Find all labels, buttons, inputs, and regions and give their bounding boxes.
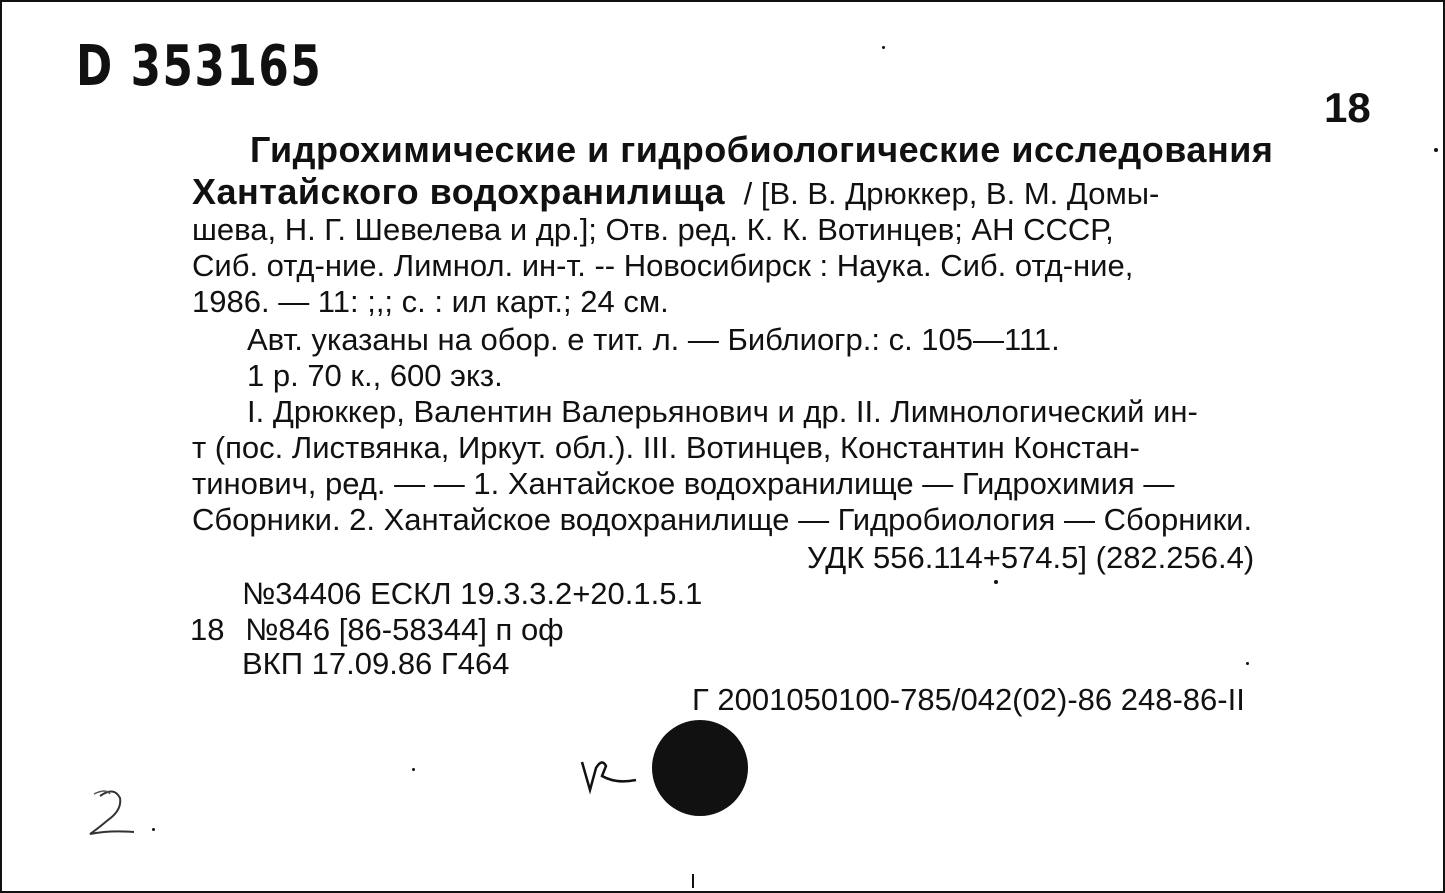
page-number: 18: [1324, 84, 1371, 131]
description-line-4: Сиб. отд-ние. Лимнол. ин-т. -- Новосибирск : Наука. Сиб. отд-ние,: [192, 248, 1134, 283]
title-line-2: [192, 171, 1160, 212]
subject-line-2: т (пос. Листвянка, Иркут. обл.). III. Вотинцев, Константин Констан-: [192, 430, 1140, 465]
subject-line-4: Сборники. 2. Хантайское водохранилище — Гидробиология — Сборники.: [192, 502, 1253, 537]
udc-line: УДК 556.114+574.5] (282.256.4): [807, 540, 1255, 575]
subject-line-1: I. Дрюккер, Валентин Валерьянович и др. II. Лимнологический ин-: [247, 394, 1198, 429]
title-text-2: Хантайского водохранилища: [192, 171, 725, 212]
code-line-1: №34406 ЕСКЛ 19.3.3.2+20.1.5.1: [242, 576, 703, 611]
code-line-2-text: №846 [86-58344] п оф: [245, 612, 564, 647]
description-line-5: 1986. — 11: ;,; с. : ил карт.; 24 см.: [192, 284, 669, 319]
bottom-tick: [692, 874, 694, 888]
black-circle-mark: [652, 720, 748, 816]
speck: [412, 768, 415, 771]
inventory-stamp: D 353165: [76, 34, 323, 99]
handwritten-number-icon: [80, 784, 160, 844]
price-line: 1 р. 70 к., 600 экз.: [247, 358, 503, 393]
speck: [994, 580, 998, 584]
handwritten-mark-icon: [576, 750, 656, 800]
speck: [1246, 662, 1249, 665]
authors-text: / [В. В. Дрюккер, В. М. Домы-: [743, 176, 1160, 211]
index-line: Г 2001050100-785/042(02)-86 248-86-II: [692, 682, 1245, 717]
code-line-2: [190, 612, 564, 648]
title-line-1: [250, 129, 1274, 170]
code-line-3: ВКП 17.09.86 Г464: [242, 646, 510, 681]
code-line-2-number: 18: [190, 612, 225, 647]
speck: [152, 828, 155, 831]
description-line-3: шева, Н. Г. Шевелева и др.]; Отв. ред. К. К. Вотинцев; АН СССР,: [192, 212, 1114, 247]
title-text-1: Гидрохимические и гидробиологические исследования: [250, 129, 1274, 170]
subject-line-3: тинович, ред. — — 1. Хантайское водохранилище — Гидрохимия —: [192, 466, 1175, 501]
note-line: Авт. указаны на обор. е тит. л. — Библиогр.: с. 105—111.: [247, 322, 1060, 357]
speck: [1434, 148, 1438, 152]
speck: [882, 46, 885, 49]
